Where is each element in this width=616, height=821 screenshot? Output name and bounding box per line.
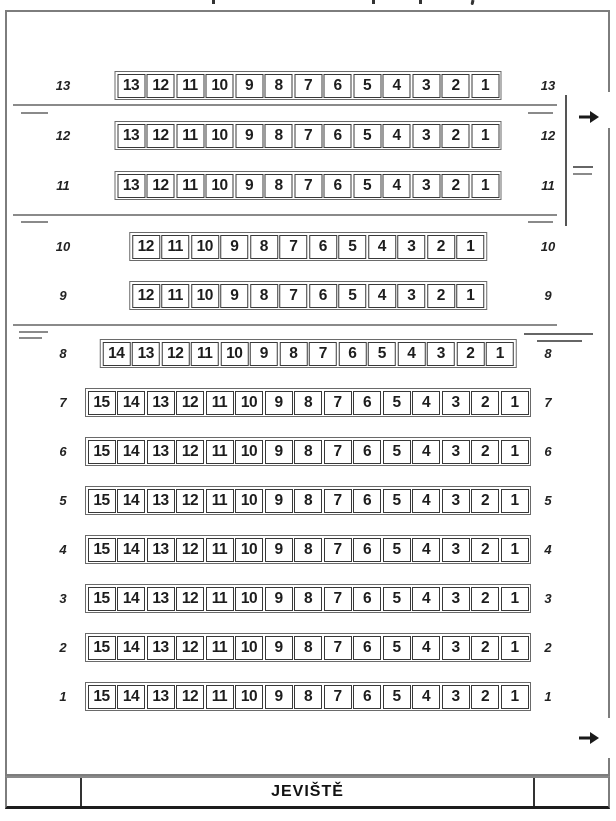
seat[interactable]: 9	[265, 685, 293, 709]
seat[interactable]: 2	[471, 587, 499, 611]
seat[interactable]: 4	[383, 124, 411, 148]
seat[interactable]: 3	[442, 685, 470, 709]
seat[interactable]: 8	[250, 235, 278, 259]
seat[interactable]: 12	[176, 391, 204, 415]
seat[interactable]: 2	[471, 391, 499, 415]
exit-gap-lower	[604, 718, 612, 758]
seat[interactable]: 1	[471, 124, 499, 148]
seat[interactable]: 15	[88, 440, 116, 464]
seat[interactable]: 12	[132, 284, 160, 308]
seat[interactable]: 12	[176, 440, 204, 464]
seat[interactable]: 10	[206, 174, 234, 198]
seat[interactable]: 5	[383, 440, 411, 464]
seat[interactable]: 6	[353, 685, 381, 709]
step-mark	[21, 112, 48, 114]
seat[interactable]: 3	[442, 391, 470, 415]
seat[interactable]: 14	[117, 489, 145, 513]
seat[interactable]: 8	[294, 391, 322, 415]
exit-arrow-icon	[578, 730, 600, 746]
seat[interactable]: 15	[88, 391, 116, 415]
seat[interactable]: 15	[88, 489, 116, 513]
row-number-right: 11	[541, 178, 555, 193]
row-number-right: 9	[544, 288, 552, 303]
seat[interactable]: 14	[117, 587, 145, 611]
seat[interactable]: 4	[368, 284, 396, 308]
seat[interactable]: 10	[191, 235, 219, 259]
seat[interactable]: 6	[353, 440, 381, 464]
seat[interactable]: 14	[117, 636, 145, 660]
seat[interactable]: 7	[294, 174, 322, 198]
step-mark	[21, 221, 48, 223]
seat[interactable]: 7	[309, 342, 337, 366]
seat[interactable]: 3	[442, 636, 470, 660]
seat[interactable]: 3	[442, 538, 470, 562]
seat-row-seats	[100, 339, 517, 368]
seat[interactable]: 9	[220, 284, 248, 308]
seat-row	[0, 281, 616, 311]
seat[interactable]: 12	[176, 685, 204, 709]
row-number-left: 5	[59, 493, 67, 508]
seat[interactable]: 4	[397, 342, 425, 366]
stage-left-cell	[7, 778, 82, 806]
seat[interactable]: 12	[176, 587, 204, 611]
aisle-divider	[13, 324, 557, 326]
seat[interactable]: 3	[412, 174, 440, 198]
seat[interactable]: 9	[235, 174, 263, 198]
seat[interactable]: 8	[265, 124, 293, 148]
seat[interactable]: 9	[235, 124, 263, 148]
seat[interactable]: 10	[235, 636, 263, 660]
seat[interactable]: 6	[324, 74, 352, 98]
seat-row	[0, 584, 616, 614]
seat[interactable]: 13	[147, 391, 175, 415]
seat[interactable]: 8	[265, 74, 293, 98]
row-number-left: 6	[59, 444, 67, 459]
seat[interactable]: 15	[88, 587, 116, 611]
seat[interactable]: 5	[338, 235, 366, 259]
seat[interactable]: 5	[353, 124, 381, 148]
seat[interactable]: 1	[471, 174, 499, 198]
cropped-text-fragment	[212, 0, 215, 4]
row-number-right: 1	[544, 689, 552, 704]
seat[interactable]: 7	[324, 489, 352, 513]
seat[interactable]: 2	[427, 284, 455, 308]
seat[interactable]: 5	[383, 587, 411, 611]
seat[interactable]: 10	[220, 342, 248, 366]
row-number-right: 5	[544, 493, 552, 508]
seat[interactable]: 7	[279, 235, 307, 259]
seat[interactable]: 5	[383, 489, 411, 513]
row-number-left: 10	[55, 239, 71, 254]
seat[interactable]: 3	[397, 235, 425, 259]
cropped-text-fragment	[372, 0, 375, 4]
row-number-left: 2	[59, 640, 67, 655]
seat[interactable]: 2	[456, 342, 484, 366]
seat[interactable]: 9	[265, 391, 293, 415]
aisle-divider	[13, 104, 557, 106]
seat[interactable]: 13	[117, 174, 145, 198]
seat[interactable]: 9	[235, 74, 263, 98]
seat[interactable]: 4	[412, 489, 440, 513]
seat[interactable]: 6	[353, 636, 381, 660]
row-number-left: 3	[59, 591, 67, 606]
seat-row	[0, 339, 616, 369]
step-mark	[528, 221, 553, 223]
row-number-left: 11	[56, 178, 70, 193]
seat[interactable]: 2	[471, 538, 499, 562]
seat[interactable]: 14	[117, 538, 145, 562]
exit-gap-upper	[604, 92, 612, 128]
seat[interactable]: 13	[117, 74, 145, 98]
seat[interactable]: 1	[501, 636, 529, 660]
seat[interactable]: 5	[383, 685, 411, 709]
seat[interactable]: 8	[294, 587, 322, 611]
seat[interactable]: 4	[412, 538, 440, 562]
step-mark	[573, 166, 593, 168]
seat[interactable]: 1	[501, 587, 529, 611]
seat[interactable]: 6	[353, 538, 381, 562]
seat[interactable]: 8	[294, 685, 322, 709]
seat-row-seats	[115, 71, 502, 100]
seat[interactable]: 4	[412, 636, 440, 660]
seat-row	[0, 535, 616, 565]
row-number-left: 8	[59, 346, 67, 361]
seat[interactable]: 1	[501, 538, 529, 562]
seat-row-seats	[129, 232, 487, 261]
seat[interactable]: 8	[265, 174, 293, 198]
stage-label: JEVIŠTĚ	[271, 783, 344, 800]
seat[interactable]: 7	[279, 284, 307, 308]
seat[interactable]: 5	[383, 391, 411, 415]
seat[interactable]: 8	[294, 489, 322, 513]
seat[interactable]: 10	[235, 391, 263, 415]
seat[interactable]: 6	[309, 235, 337, 259]
seat[interactable]: 2	[442, 74, 470, 98]
seat[interactable]: 13	[147, 587, 175, 611]
seat[interactable]: 7	[324, 538, 352, 562]
seat[interactable]: 7	[324, 636, 352, 660]
row-number-right: 4	[544, 542, 552, 557]
seat[interactable]: 4	[412, 440, 440, 464]
seat[interactable]: 13	[147, 636, 175, 660]
seat[interactable]: 4	[412, 685, 440, 709]
row-number-right: 3	[544, 591, 552, 606]
seat[interactable]: 8	[294, 636, 322, 660]
seat[interactable]: 5	[353, 74, 381, 98]
seat[interactable]: 9	[265, 636, 293, 660]
seat[interactable]: 4	[412, 391, 440, 415]
seat[interactable]: 11	[206, 636, 234, 660]
seat[interactable]: 1	[501, 440, 529, 464]
seat-row	[0, 232, 616, 262]
seat[interactable]: 9	[250, 342, 278, 366]
seat-row	[0, 71, 616, 101]
seat[interactable]: 12	[147, 174, 175, 198]
step-mark	[524, 333, 593, 335]
seat[interactable]: 10	[191, 284, 219, 308]
seat[interactable]: 14	[102, 342, 130, 366]
seat[interactable]: 11	[206, 685, 234, 709]
step-mark	[19, 331, 48, 333]
seat[interactable]: 12	[176, 538, 204, 562]
seat[interactable]: 11	[206, 489, 234, 513]
row-number-right: 7	[544, 395, 552, 410]
seat[interactable]: 13	[147, 440, 175, 464]
exit-arrow-icon	[578, 109, 600, 125]
stage	[82, 778, 533, 806]
seat[interactable]: 3	[442, 489, 470, 513]
seat[interactable]: 7	[294, 74, 322, 98]
seat[interactable]: 9	[220, 235, 248, 259]
seat[interactable]: 2	[471, 685, 499, 709]
seat[interactable]: 13	[147, 538, 175, 562]
seat[interactable]: 10	[206, 124, 234, 148]
cropped-text-fragment	[419, 0, 422, 4]
seat[interactable]: 11	[176, 74, 204, 98]
seat[interactable]: 11	[206, 538, 234, 562]
seat[interactable]: 11	[206, 391, 234, 415]
seat[interactable]: 15	[88, 538, 116, 562]
seat[interactable]: 8	[250, 284, 278, 308]
seat-row	[0, 171, 616, 201]
seat-row-seats	[85, 633, 531, 662]
seat[interactable]: 2	[471, 489, 499, 513]
step-mark	[528, 112, 553, 114]
seat[interactable]: 7	[294, 124, 322, 148]
seat[interactable]: 13	[147, 489, 175, 513]
seat-row-seats	[129, 281, 487, 310]
seat-row-seats	[85, 388, 531, 417]
seat[interactable]: 5	[383, 538, 411, 562]
seat-row	[0, 388, 616, 418]
seat[interactable]: 6	[353, 489, 381, 513]
seat[interactable]: 6	[324, 174, 352, 198]
seat[interactable]: 9	[265, 538, 293, 562]
seat-row-seats	[115, 121, 502, 150]
seat[interactable]: 2	[471, 636, 499, 660]
row-number-right: 13	[540, 78, 556, 93]
seat[interactable]: 15	[88, 636, 116, 660]
seat[interactable]: 11	[191, 342, 219, 366]
seat[interactable]: 14	[117, 391, 145, 415]
seat[interactable]: 4	[383, 174, 411, 198]
seat[interactable]: 6	[353, 391, 381, 415]
seat[interactable]: 13	[132, 342, 160, 366]
seat[interactable]: 11	[161, 284, 189, 308]
seat[interactable]: 6	[309, 284, 337, 308]
seat[interactable]: 10	[206, 74, 234, 98]
seat[interactable]: 3	[442, 440, 470, 464]
seat[interactable]: 7	[324, 685, 352, 709]
seat-row-seats	[85, 437, 531, 466]
seat-row-seats	[85, 535, 531, 564]
seat[interactable]: 15	[88, 685, 116, 709]
seat[interactable]: 7	[324, 391, 352, 415]
seat[interactable]: 6	[353, 587, 381, 611]
seat[interactable]: 9	[265, 440, 293, 464]
seat[interactable]: 11	[161, 235, 189, 259]
seat[interactable]: 9	[265, 489, 293, 513]
seat[interactable]: 1	[456, 235, 484, 259]
seat[interactable]: 2	[442, 124, 470, 148]
seat[interactable]: 14	[117, 685, 145, 709]
seat[interactable]: 10	[235, 538, 263, 562]
seat[interactable]: 5	[338, 284, 366, 308]
row-number-left: 12	[55, 128, 71, 143]
seat[interactable]: 12	[176, 636, 204, 660]
seat-row	[0, 121, 616, 151]
seat[interactable]: 8	[279, 342, 307, 366]
seat[interactable]: 12	[132, 235, 160, 259]
seat[interactable]: 3	[397, 284, 425, 308]
seat[interactable]: 10	[235, 587, 263, 611]
seat[interactable]: 1	[501, 489, 529, 513]
seat[interactable]: 14	[117, 440, 145, 464]
seat[interactable]: 7	[324, 440, 352, 464]
seat[interactable]: 1	[456, 284, 484, 308]
seat[interactable]: 5	[383, 636, 411, 660]
seat[interactable]: 11	[176, 174, 204, 198]
seat[interactable]: 3	[427, 342, 455, 366]
seat-row	[0, 682, 616, 712]
seat[interactable]: 7	[324, 587, 352, 611]
seat[interactable]: 3	[442, 587, 470, 611]
seat-row-seats	[85, 584, 531, 613]
row-number-left: 1	[59, 689, 67, 704]
seat[interactable]: 8	[294, 538, 322, 562]
row-number-right: 12	[540, 128, 556, 143]
seat[interactable]: 8	[294, 440, 322, 464]
seat[interactable]: 6	[338, 342, 366, 366]
seat-row-seats	[85, 486, 531, 515]
stage-right-cell	[533, 778, 608, 806]
seat-row	[0, 486, 616, 516]
seat[interactable]: 11	[176, 124, 204, 148]
row-number-right: 10	[540, 239, 556, 254]
seat[interactable]: 11	[206, 587, 234, 611]
seat[interactable]: 2	[471, 440, 499, 464]
seat[interactable]: 10	[235, 685, 263, 709]
seat[interactable]: 1	[501, 391, 529, 415]
seat[interactable]: 11	[206, 440, 234, 464]
seat[interactable]: 13	[147, 685, 175, 709]
seat[interactable]: 12	[147, 124, 175, 148]
row-number-right: 8	[544, 346, 552, 361]
seat[interactable]: 4	[368, 235, 396, 259]
aisle-divider	[13, 214, 557, 216]
stage-band	[5, 776, 610, 809]
row-number-left: 7	[59, 395, 67, 410]
seat[interactable]: 3	[412, 74, 440, 98]
seat[interactable]: 2	[427, 235, 455, 259]
seat[interactable]: 4	[383, 74, 411, 98]
row-number-left: 13	[55, 78, 71, 93]
seat[interactable]: 13	[117, 124, 145, 148]
seat[interactable]: 12	[176, 489, 204, 513]
seat-row-seats	[115, 171, 502, 200]
seat-row-seats	[85, 682, 531, 711]
seat[interactable]: 10	[235, 440, 263, 464]
row-number-right: 2	[544, 640, 552, 655]
row-number-left: 4	[59, 542, 67, 557]
seat[interactable]: 4	[412, 587, 440, 611]
seat[interactable]: 6	[324, 124, 352, 148]
exit-rail	[565, 95, 567, 226]
seat[interactable]: 1	[471, 74, 499, 98]
seat[interactable]: 5	[368, 342, 396, 366]
seat-row	[0, 633, 616, 663]
seat[interactable]: 2	[442, 174, 470, 198]
row-number-right: 6	[544, 444, 552, 459]
seat[interactable]: 5	[353, 174, 381, 198]
seat[interactable]: 1	[486, 342, 514, 366]
seat[interactable]: 1	[501, 685, 529, 709]
seat[interactable]: 9	[265, 587, 293, 611]
seat[interactable]: 12	[161, 342, 189, 366]
seat[interactable]: 12	[147, 74, 175, 98]
seat-row	[0, 437, 616, 467]
cropped-text-fragment	[471, 0, 475, 5]
seat[interactable]: 10	[235, 489, 263, 513]
row-number-left: 9	[59, 288, 67, 303]
seat[interactable]: 3	[412, 124, 440, 148]
